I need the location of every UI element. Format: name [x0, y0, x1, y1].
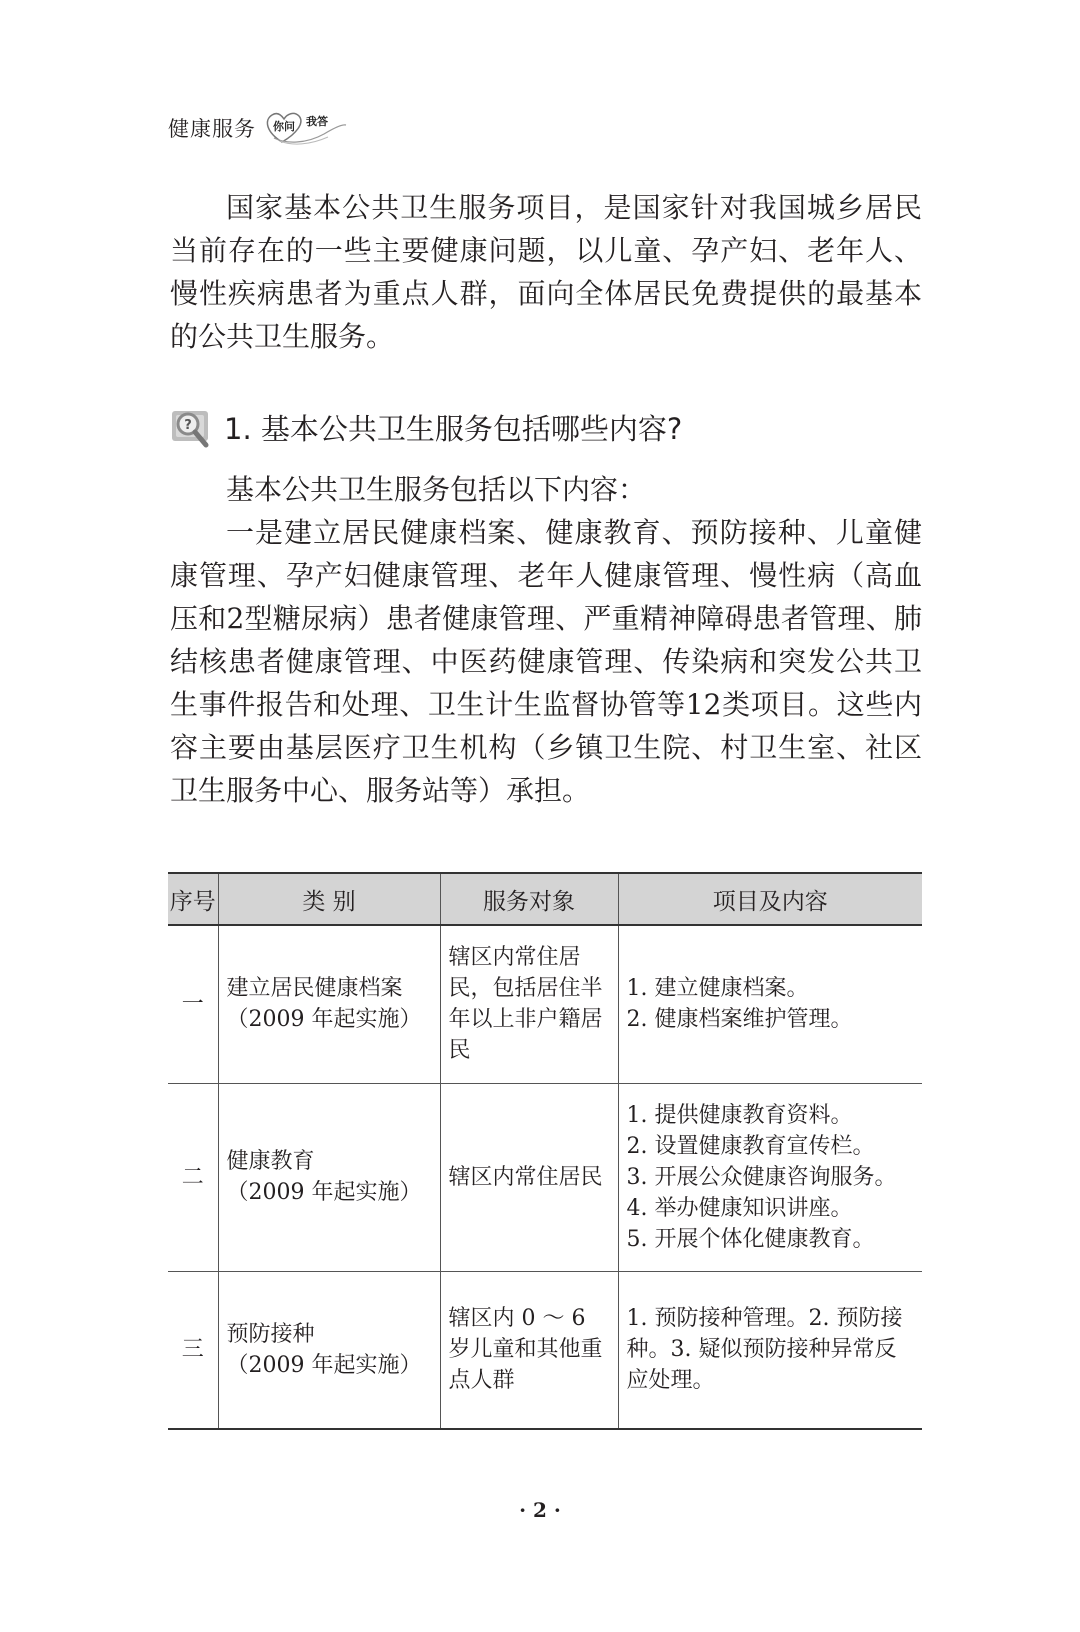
question-magnifier-icon — [168, 402, 218, 452]
header-target: 服务对象 — [440, 873, 618, 925]
content-line: 1. 预防接种管理。2. 预防接种。3. 疑似预防接种异常反应处理。 — [626, 1306, 903, 1394]
header-title: 健康服务 — [168, 117, 256, 141]
header-content: 项目及内容 — [618, 873, 922, 925]
content-line: 3. 开展公众健康咨询服务。4. 举办健康知识讲座。 — [626, 1164, 897, 1221]
row-index: 三 — [168, 1271, 218, 1429]
intro-paragraph: 国家基本公共卫生服务项目，是国家针对我国城乡居民当前存在的一些主要健康问题，以儿童、孕产妇、老年人、慢性疾病患者为重点人群，面向全体居民免费提供的最基本的公共卫生服务。 — [170, 191, 922, 353]
category-since: （2009 年起实施） — [226, 1352, 422, 1378]
category-name: 预防接种 — [226, 1321, 315, 1347]
question-title: 1. 基本公共卫生服务包括哪些内容? — [224, 411, 683, 446]
service-table — [168, 872, 922, 1430]
category-name: 健康教育 — [226, 1149, 315, 1174]
header-index: 序号 — [168, 873, 218, 925]
row-target: 辖区内常住居民，包括居住半年以上非户籍居民 — [440, 925, 618, 1083]
question-heading — [168, 400, 682, 454]
row-target: 辖区内常住居民 — [440, 1083, 618, 1271]
page-number: · 2 · — [519, 1498, 561, 1522]
content-line: 5. 开展个体化健康教育。 — [626, 1226, 875, 1252]
table-row — [168, 1271, 922, 1429]
category-since: （2009 年起实施） — [226, 1180, 422, 1205]
row-content — [618, 1083, 922, 1271]
category-name: 建立居民健康档案 — [226, 976, 403, 1002]
row-category — [218, 925, 440, 1083]
table-row — [168, 925, 922, 1083]
table-row — [168, 1083, 922, 1271]
content-line: 1. 提供健康教育资料。 — [626, 1102, 853, 1128]
content-line: 2. 设置健康教育宣传栏。 — [626, 1133, 875, 1159]
content-line: 1. 建立健康档案。 — [626, 976, 809, 1002]
row-category — [218, 1083, 440, 1271]
running-header — [168, 108, 348, 148]
heart-logo-icon — [262, 108, 348, 148]
answer-paragraph-2: 一是建立居民健康档案、健康教育、预防接种、儿童健康管理、孕产妇健康管理、老年人健康管理、慢性病（高血压和2型糖尿病）患者健康管理、严重精神障碍患者管理、肺结核患者健康管理、中医药健康管理、传染病和突发公共卫生事件报告和处理、卫生计生监督协管等12类项目。这些内容主要由基层医疗卫生机构（乡镇卫生院、村卫生室、社区卫生服务中心、服务站等）承担。 — [170, 516, 922, 807]
content-line: 2. 健康档案维护管理。 — [626, 1007, 853, 1033]
row-index: 二 — [168, 1083, 218, 1271]
answer-paragraph-1: 基本公共卫生服务包括以下内容： — [226, 473, 647, 506]
category-since: （2009 年起实施） — [226, 1007, 422, 1033]
row-content — [618, 1271, 922, 1429]
row-content — [618, 925, 922, 1083]
row-target: 辖区内 0 ～ 6 岁儿童和其他重点人群 — [440, 1271, 618, 1429]
row-index: 一 — [168, 925, 218, 1083]
logo-right-text: 我答 — [306, 115, 328, 128]
svg-text:?: ? — [184, 418, 192, 433]
row-category — [218, 1271, 440, 1429]
header-category: 类 别 — [218, 873, 440, 925]
table-header-row — [168, 873, 922, 925]
answer-body — [170, 468, 922, 812]
logo-left-text: 你问 — [273, 120, 295, 133]
